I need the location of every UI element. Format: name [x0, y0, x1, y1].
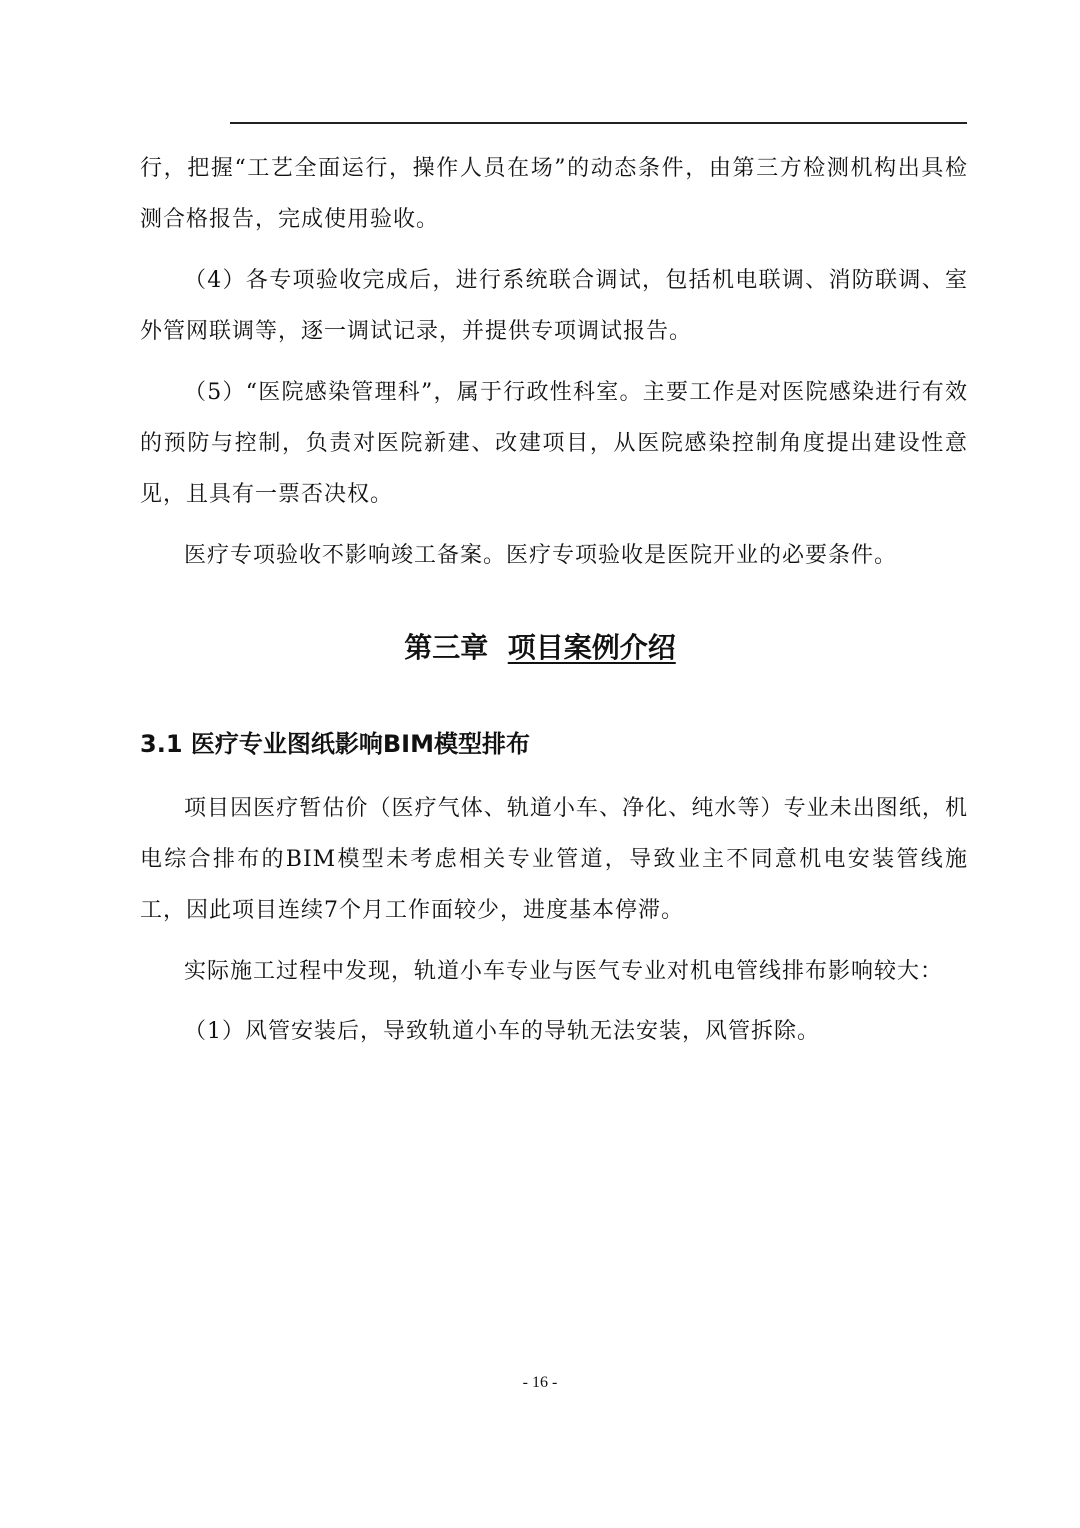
page-number: - 16 - [522, 1374, 558, 1391]
chapter-heading [0, 628, 1080, 668]
chapter-number: 第三章 [404, 631, 489, 664]
paragraph-project-drawings: 项目因医疗暂估价（医疗气体、轨道小车、净化、纯水等）专业未出图纸，机电综合排布的BIM模型未考虑相关专业管道，导致业主不同意机电安装管线施工，因此项目连续7个月工作面较少，进度基本停滞。 [140, 796, 968, 923]
paragraph-finding-1: （1）风管安装后，导致轨道小车的导轨无法安装，风管拆除。 [184, 1019, 820, 1044]
section-heading: 3.1 医疗专业图纸影响BIM模型排布 [140, 730, 530, 758]
paragraph-medical-acceptance-note: 医疗专项验收不影响竣工备案。医疗专项验收是医院开业的必要条件。 [184, 543, 898, 568]
chapter-title: 项目案例介绍 [507, 631, 676, 664]
paragraph-item-4: （4）各专项验收完成后，进行系统联合调试，包括机电联调、消防联调、室外管网联调等，逐一调试记录，并提供专项调试报告。 [140, 268, 968, 344]
paragraph-construction-findings: 实际施工过程中发现，轨道小车专业与医气专业对机电管线排布影响较大： [184, 959, 944, 984]
header-rule [230, 122, 967, 124]
paragraph-item-5: （5）“医院感染管理科”，属于行政性科室。主要工作是对医院感染进行有效的预防与控制，负责对医院新建、改建项目，从医院感染控制角度提出建设性意见，且具有一票否决权。 [140, 380, 968, 507]
paragraph-acceptance-continued: 行，把握“工艺全面运行，操作人员在场”的动态条件，由第三方检测机构出具检测合格报告，完成使用验收。 [140, 156, 968, 232]
